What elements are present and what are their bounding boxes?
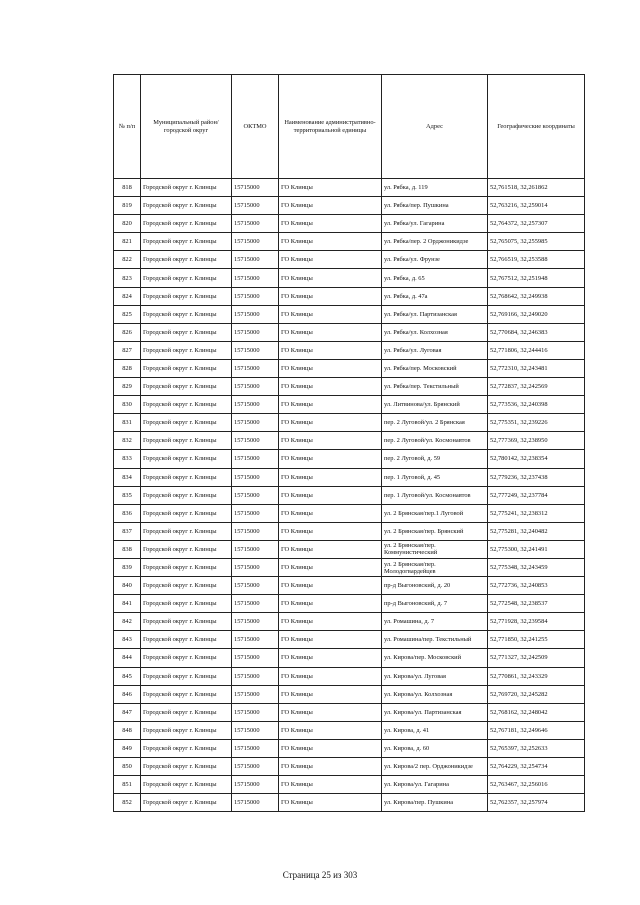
cell-unit: ГО Клинцы xyxy=(279,305,382,323)
cell-municipality: Городской округ г. Клинцы xyxy=(141,558,232,576)
cell-oktmo: 15715000 xyxy=(232,613,279,631)
cell-num: 852 xyxy=(114,794,141,812)
table-row xyxy=(114,703,585,721)
cell-municipality: Городской округ г. Клинцы xyxy=(141,667,232,685)
cell-unit: ГО Клинцы xyxy=(279,341,382,359)
table-row xyxy=(114,432,585,450)
cell-unit: ГО Клинцы xyxy=(279,558,382,576)
cell-num: 846 xyxy=(114,685,141,703)
cell-oktmo: 15715000 xyxy=(232,197,279,215)
cell-address: ул. Рябка, д. 65 xyxy=(382,269,488,287)
cell-coords: 52,771327, 32,242509 xyxy=(488,649,585,667)
cell-oktmo: 15715000 xyxy=(232,468,279,486)
cell-unit: ГО Клинцы xyxy=(279,540,382,558)
cell-unit: ГО Клинцы xyxy=(279,450,382,468)
cell-num: 832 xyxy=(114,432,141,450)
cell-municipality: Городской округ г. Клинцы xyxy=(141,341,232,359)
cell-municipality: Городской округ г. Клинцы xyxy=(141,522,232,540)
table-row xyxy=(114,450,585,468)
table-row xyxy=(114,287,585,305)
cell-unit: ГО Клинцы xyxy=(279,269,382,287)
cell-address: ул. Рябка, д. 119 xyxy=(382,179,488,197)
cell-municipality: Городской округ г. Клинцы xyxy=(141,233,232,251)
cell-address: пер. 1 Луговой, д. 45 xyxy=(382,468,488,486)
cell-oktmo: 15715000 xyxy=(232,432,279,450)
header-oktmo: ОКТМО xyxy=(232,75,279,179)
header-municipality: Муниципальный район/городской округ xyxy=(141,75,232,179)
cell-num: 830 xyxy=(114,396,141,414)
cell-address: ул. 2 Брянская/пер. Коммунистический xyxy=(382,540,488,558)
cell-municipality: Городской округ г. Клинцы xyxy=(141,468,232,486)
cell-unit: ГО Клинцы xyxy=(279,685,382,703)
cell-unit: ГО Клинцы xyxy=(279,631,382,649)
cell-coords: 52,772548, 32,238537 xyxy=(488,595,585,613)
cell-unit: ГО Клинцы xyxy=(279,776,382,794)
cell-coords: 52,764229, 32,254734 xyxy=(488,758,585,776)
cell-oktmo: 15715000 xyxy=(232,794,279,812)
cell-municipality: Городской округ г. Клинцы xyxy=(141,776,232,794)
table-row xyxy=(114,197,585,215)
cell-num: 819 xyxy=(114,197,141,215)
cell-num: 837 xyxy=(114,522,141,540)
cell-oktmo: 15715000 xyxy=(232,341,279,359)
cell-municipality: Городской округ г. Клинцы xyxy=(141,631,232,649)
cell-coords: 52,773536, 32,240398 xyxy=(488,396,585,414)
table-row xyxy=(114,595,585,613)
cell-num: 826 xyxy=(114,323,141,341)
table-row xyxy=(114,721,585,739)
cell-coords: 52,772736, 32,240853 xyxy=(488,577,585,595)
cell-municipality: Городской округ г. Клинцы xyxy=(141,794,232,812)
cell-num: 833 xyxy=(114,450,141,468)
cell-municipality: Городской округ г. Клинцы xyxy=(141,305,232,323)
cell-address: ул. 2 Брянская/пер.1 Луговой xyxy=(382,504,488,522)
cell-address: ул. Кирова/пер. Московский xyxy=(382,649,488,667)
cell-coords: 52,775241, 32,238312 xyxy=(488,504,585,522)
cell-address: пр-д Выгоновский, д. 20 xyxy=(382,577,488,595)
cell-num: 818 xyxy=(114,179,141,197)
table-row xyxy=(114,558,585,576)
cell-num: 844 xyxy=(114,649,141,667)
cell-num: 824 xyxy=(114,287,141,305)
cell-coords: 52,766519, 32,253588 xyxy=(488,251,585,269)
cell-coords: 52,775300, 32,241491 xyxy=(488,540,585,558)
cell-unit: ГО Клинцы xyxy=(279,323,382,341)
cell-unit: ГО Клинцы xyxy=(279,522,382,540)
cell-address: ул. 2 Брянская/пер. Брянский xyxy=(382,522,488,540)
cell-num: 834 xyxy=(114,468,141,486)
cell-num: 843 xyxy=(114,631,141,649)
cell-address: пер. 1 Луговой/ул. Космонавтов xyxy=(382,486,488,504)
cell-oktmo: 15715000 xyxy=(232,251,279,269)
cell-coords: 52,769166, 32,249020 xyxy=(488,305,585,323)
cell-unit: ГО Клинцы xyxy=(279,378,382,396)
cell-address: ул. 2 Брянская/пер. Молодогвардейцев xyxy=(382,558,488,576)
cell-num: 823 xyxy=(114,269,141,287)
cell-oktmo: 15715000 xyxy=(232,540,279,558)
cell-unit: ГО Клинцы xyxy=(279,179,382,197)
cell-municipality: Городской округ г. Клинцы xyxy=(141,486,232,504)
cell-num: 828 xyxy=(114,359,141,377)
cell-municipality: Городской округ г. Клинцы xyxy=(141,179,232,197)
cell-municipality: Городской округ г. Клинцы xyxy=(141,649,232,667)
cell-address: ул. Рябка/ул. Партизанская xyxy=(382,305,488,323)
table-row xyxy=(114,179,585,197)
table-row xyxy=(114,613,585,631)
header-address: Адрес xyxy=(382,75,488,179)
header-num: № п/п xyxy=(114,75,141,179)
cell-address: ул. Рябка/пер. Московский xyxy=(382,359,488,377)
cell-municipality: Городской округ г. Клинцы xyxy=(141,595,232,613)
cell-coords: 52,765397, 32,252633 xyxy=(488,739,585,757)
cell-coords: 52,780142, 32,238354 xyxy=(488,450,585,468)
cell-num: 836 xyxy=(114,504,141,522)
cell-unit: ГО Клинцы xyxy=(279,287,382,305)
table-header-row xyxy=(114,75,585,179)
cell-oktmo: 15715000 xyxy=(232,721,279,739)
cell-address: пер. 2 Луговой/ул. Космонавтов xyxy=(382,432,488,450)
cell-oktmo: 15715000 xyxy=(232,558,279,576)
cell-coords: 52,775348, 32,243459 xyxy=(488,558,585,576)
cell-oktmo: 15715000 xyxy=(232,414,279,432)
cell-num: 835 xyxy=(114,486,141,504)
cell-coords: 52,775281, 32,240482 xyxy=(488,522,585,540)
cell-unit: ГО Клинцы xyxy=(279,667,382,685)
cell-address: ул. Рябка/пер. Пушкина xyxy=(382,197,488,215)
cell-oktmo: 15715000 xyxy=(232,631,279,649)
cell-num: 849 xyxy=(114,739,141,757)
cell-municipality: Городской округ г. Клинцы xyxy=(141,504,232,522)
cell-coords: 52,768642, 32,249938 xyxy=(488,287,585,305)
cell-address: ул. Рябка/ул. Колхозная xyxy=(382,323,488,341)
cell-oktmo: 15715000 xyxy=(232,577,279,595)
cell-municipality: Городской округ г. Клинцы xyxy=(141,540,232,558)
cell-unit: ГО Клинцы xyxy=(279,233,382,251)
cell-unit: ГО Клинцы xyxy=(279,613,382,631)
cell-address: пер. 2 Луговой/ул. 2 Брянская xyxy=(382,414,488,432)
table-row xyxy=(114,667,585,685)
cell-unit: ГО Клинцы xyxy=(279,758,382,776)
cell-num: 841 xyxy=(114,595,141,613)
cell-municipality: Городской округ г. Клинцы xyxy=(141,359,232,377)
table-body xyxy=(114,179,585,812)
table-row xyxy=(114,378,585,396)
cell-municipality: Городской округ г. Клинцы xyxy=(141,739,232,757)
cell-coords: 52,771928, 32,239584 xyxy=(488,613,585,631)
cell-oktmo: 15715000 xyxy=(232,287,279,305)
cell-unit: ГО Клинцы xyxy=(279,703,382,721)
cell-unit: ГО Клинцы xyxy=(279,215,382,233)
cell-municipality: Городской округ г. Клинцы xyxy=(141,685,232,703)
cell-coords: 52,771850, 32,241255 xyxy=(488,631,585,649)
cell-coords: 52,764372, 32,257307 xyxy=(488,215,585,233)
table-row xyxy=(114,522,585,540)
cell-num: 831 xyxy=(114,414,141,432)
cell-num: 850 xyxy=(114,758,141,776)
cell-coords: 52,767512, 32,251948 xyxy=(488,269,585,287)
cell-unit: ГО Клинцы xyxy=(279,739,382,757)
cell-coords: 52,763467, 32,256016 xyxy=(488,776,585,794)
cell-unit: ГО Клинцы xyxy=(279,595,382,613)
table-row xyxy=(114,540,585,558)
cell-municipality: Городской округ г. Клинцы xyxy=(141,703,232,721)
cell-municipality: Городской округ г. Клинцы xyxy=(141,613,232,631)
cell-num: 825 xyxy=(114,305,141,323)
cell-address: ул. Кирова/2 пер. Орджоникидзе xyxy=(382,758,488,776)
cell-num: 821 xyxy=(114,233,141,251)
cell-oktmo: 15715000 xyxy=(232,595,279,613)
cell-unit: ГО Клинцы xyxy=(279,414,382,432)
cell-address: ул. Кирова/ул. Партизанская xyxy=(382,703,488,721)
cell-oktmo: 15715000 xyxy=(232,522,279,540)
table-row xyxy=(114,758,585,776)
table-row xyxy=(114,486,585,504)
cell-num: 840 xyxy=(114,577,141,595)
table-row xyxy=(114,233,585,251)
cell-address: ул. Кирова/ул. Гагарина xyxy=(382,776,488,794)
table-row xyxy=(114,251,585,269)
cell-oktmo: 15715000 xyxy=(232,685,279,703)
cell-coords: 52,767181, 32,249646 xyxy=(488,721,585,739)
table-row xyxy=(114,739,585,757)
cell-municipality: Городской округ г. Клинцы xyxy=(141,251,232,269)
cell-oktmo: 15715000 xyxy=(232,305,279,323)
cell-num: 839 xyxy=(114,558,141,576)
cell-oktmo: 15715000 xyxy=(232,215,279,233)
cell-coords: 52,772837, 32,242569 xyxy=(488,378,585,396)
table-row xyxy=(114,776,585,794)
table-row xyxy=(114,414,585,432)
cell-oktmo: 15715000 xyxy=(232,776,279,794)
cell-coords: 52,761518, 32,261862 xyxy=(488,179,585,197)
cell-municipality: Городской округ г. Клинцы xyxy=(141,197,232,215)
cell-oktmo: 15715000 xyxy=(232,649,279,667)
cell-municipality: Городской округ г. Клинцы xyxy=(141,450,232,468)
cell-num: 822 xyxy=(114,251,141,269)
cell-num: 845 xyxy=(114,667,141,685)
cell-num: 847 xyxy=(114,703,141,721)
cell-address: ул. Кирова/ул. Луговая xyxy=(382,667,488,685)
cell-municipality: Городской округ г. Клинцы xyxy=(141,758,232,776)
cell-address: ул. Рябка/ул. Гагарина xyxy=(382,215,488,233)
cell-unit: ГО Клинцы xyxy=(279,359,382,377)
table-row xyxy=(114,215,585,233)
cell-coords: 52,777369, 32,238950 xyxy=(488,432,585,450)
cell-oktmo: 15715000 xyxy=(232,667,279,685)
cell-unit: ГО Клинцы xyxy=(279,721,382,739)
cell-num: 848 xyxy=(114,721,141,739)
cell-coords: 52,765075, 32,255985 xyxy=(488,233,585,251)
cell-unit: ГО Клинцы xyxy=(279,794,382,812)
cell-address: ул. Кирова, д. 60 xyxy=(382,739,488,757)
cell-unit: ГО Клинцы xyxy=(279,649,382,667)
cell-num: 829 xyxy=(114,378,141,396)
registry-table xyxy=(113,74,585,812)
cell-coords: 52,770861, 32,243329 xyxy=(488,667,585,685)
cell-oktmo: 15715000 xyxy=(232,739,279,757)
cell-coords: 52,769720, 32,245282 xyxy=(488,685,585,703)
cell-oktmo: 15715000 xyxy=(232,396,279,414)
table-row xyxy=(114,631,585,649)
cell-address: ул. Ромашина, д. 7 xyxy=(382,613,488,631)
cell-unit: ГО Клинцы xyxy=(279,486,382,504)
cell-unit: ГО Клинцы xyxy=(279,197,382,215)
cell-municipality: Городской округ г. Клинцы xyxy=(141,215,232,233)
cell-num: 851 xyxy=(114,776,141,794)
cell-municipality: Городской округ г. Клинцы xyxy=(141,577,232,595)
cell-address: пер. 2 Луговой, д. 59 xyxy=(382,450,488,468)
cell-coords: 52,762357, 32,257974 xyxy=(488,794,585,812)
cell-coords: 52,771806, 32,244416 xyxy=(488,341,585,359)
cell-coords: 52,777249, 32,237784 xyxy=(488,486,585,504)
cell-municipality: Городской округ г. Клинцы xyxy=(141,432,232,450)
cell-oktmo: 15715000 xyxy=(232,758,279,776)
cell-unit: ГО Клинцы xyxy=(279,577,382,595)
cell-municipality: Городской округ г. Клинцы xyxy=(141,721,232,739)
cell-address: ул. Рябка/пер. Текстильный xyxy=(382,378,488,396)
cell-address: ул. Ромашина/пер. Текстильный xyxy=(382,631,488,649)
cell-municipality: Городской округ г. Клинцы xyxy=(141,287,232,305)
cell-unit: ГО Клинцы xyxy=(279,251,382,269)
table-row xyxy=(114,269,585,287)
cell-address: ул. Рябка/пер. 2 Орджоникидзе xyxy=(382,233,488,251)
cell-address: ул. Кирова/ул. Колхозная xyxy=(382,685,488,703)
table-row xyxy=(114,649,585,667)
cell-num: 827 xyxy=(114,341,141,359)
table-row xyxy=(114,468,585,486)
cell-oktmo: 15715000 xyxy=(232,378,279,396)
cell-oktmo: 15715000 xyxy=(232,450,279,468)
cell-municipality: Городской округ г. Клинцы xyxy=(141,414,232,432)
cell-municipality: Городской округ г. Клинцы xyxy=(141,378,232,396)
cell-address: ул. Кирова/пер. Пушкина xyxy=(382,794,488,812)
table-row xyxy=(114,685,585,703)
cell-address: ул. Кирова, д. 41 xyxy=(382,721,488,739)
cell-oktmo: 15715000 xyxy=(232,323,279,341)
cell-unit: ГО Клинцы xyxy=(279,468,382,486)
cell-num: 838 xyxy=(114,540,141,558)
page-footer: Страница 25 из 303 xyxy=(282,870,358,880)
table-row xyxy=(114,359,585,377)
cell-address: пр-д Выгоновский, д. 7 xyxy=(382,595,488,613)
cell-coords: 52,763216, 32,259014 xyxy=(488,197,585,215)
cell-oktmo: 15715000 xyxy=(232,504,279,522)
cell-coords: 52,768162, 32,248042 xyxy=(488,703,585,721)
table-row xyxy=(114,341,585,359)
cell-municipality: Городской округ г. Клинцы xyxy=(141,269,232,287)
table-row xyxy=(114,396,585,414)
cell-municipality: Городской округ г. Клинцы xyxy=(141,396,232,414)
table-row xyxy=(114,504,585,522)
cell-coords: 52,775351, 32,239226 xyxy=(488,414,585,432)
cell-oktmo: 15715000 xyxy=(232,703,279,721)
cell-address: ул. Рябка/ул. Фрунзе xyxy=(382,251,488,269)
cell-address: ул. Литвинова/ул. Брянский xyxy=(382,396,488,414)
cell-oktmo: 15715000 xyxy=(232,233,279,251)
table-row xyxy=(114,323,585,341)
cell-municipality: Городской округ г. Клинцы xyxy=(141,323,232,341)
cell-unit: ГО Клинцы xyxy=(279,504,382,522)
table-row xyxy=(114,577,585,595)
table-row xyxy=(114,794,585,812)
cell-oktmo: 15715000 xyxy=(232,486,279,504)
table-row xyxy=(114,305,585,323)
cell-address: ул. Рябка, д. 47а xyxy=(382,287,488,305)
cell-oktmo: 15715000 xyxy=(232,269,279,287)
cell-address: ул. Рябка/ул. Луговая xyxy=(382,341,488,359)
cell-unit: ГО Клинцы xyxy=(279,432,382,450)
cell-num: 820 xyxy=(114,215,141,233)
cell-num: 842 xyxy=(114,613,141,631)
header-coords: Географические координаты xyxy=(488,75,585,179)
cell-coords: 52,779236, 32,237438 xyxy=(488,468,585,486)
cell-coords: 52,770684, 32,246383 xyxy=(488,323,585,341)
cell-unit: ГО Клинцы xyxy=(279,396,382,414)
header-unit: Наименование административно-территориальной единицы xyxy=(279,75,382,179)
cell-oktmo: 15715000 xyxy=(232,359,279,377)
cell-oktmo: 15715000 xyxy=(232,179,279,197)
cell-coords: 52,772310, 32,243481 xyxy=(488,359,585,377)
